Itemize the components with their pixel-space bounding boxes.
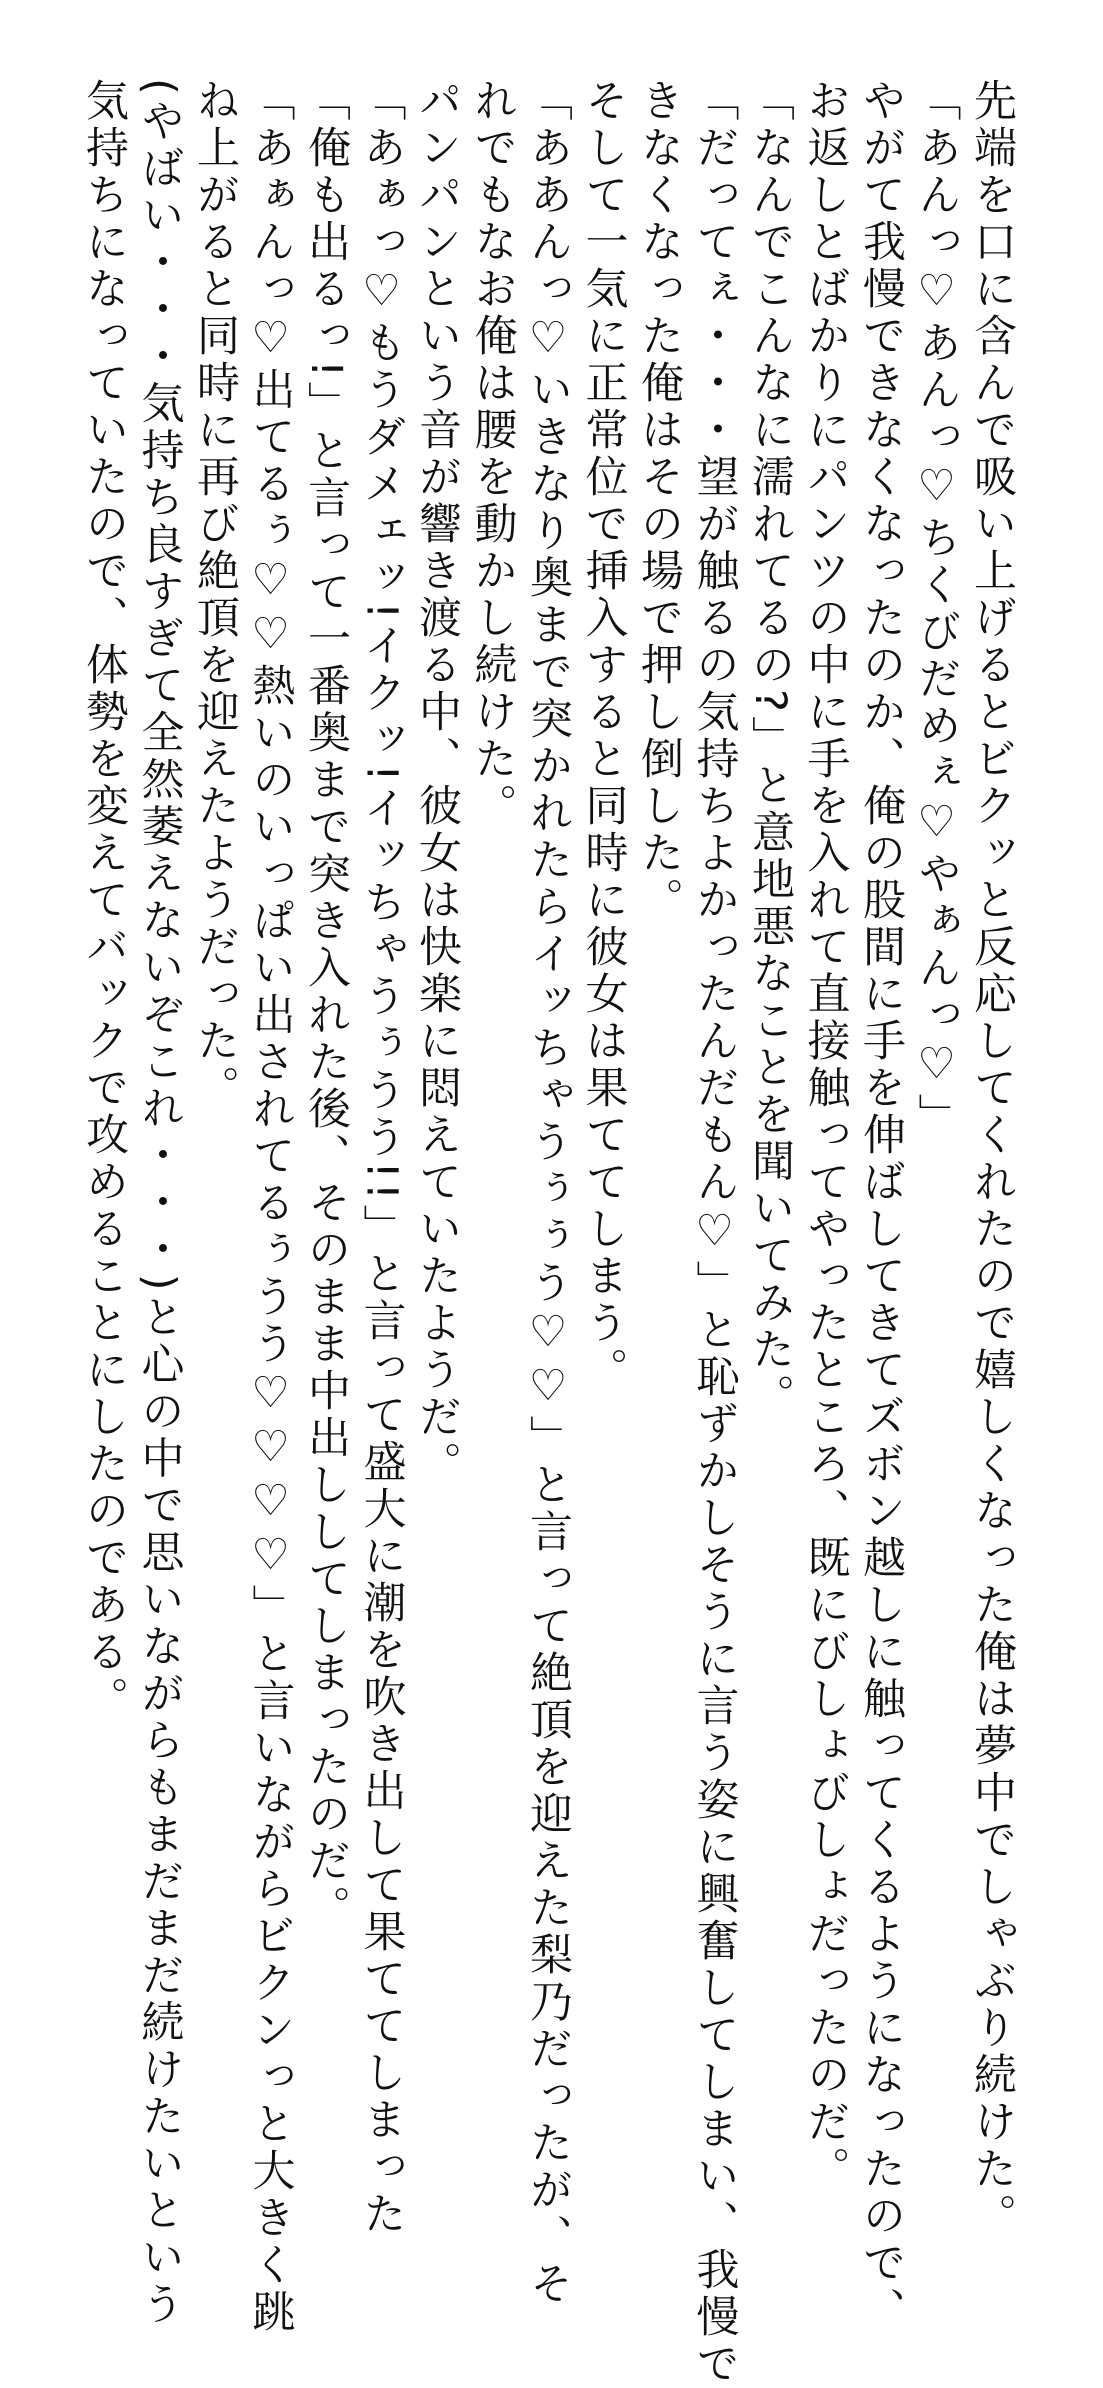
text-column: 「だってぇ・・・望が触るの気持ちよかったんだもん♡」と恥ずかしそうに言う姿に興奮してしまい、我慢で	[689, 78, 740, 2388]
text-column: 「ああんっ♡いきなり奥まで突かれたらイッちゃうぅぅう♡♡」と言って絶頂を迎えた梨乃だったが、そ	[523, 78, 573, 2308]
text-column: 先端を口に含んで吸い上げるとビクッと反応してくれたので嬉しくなった俺は夢中でしゃぶり続けた。	[967, 78, 1017, 2240]
text-column: パンパンという音が響き渡る中、彼女は快楽に悶えていたようだ。	[412, 78, 462, 1488]
text-column: 「俺も出るっ!」と言って一番奥まで突き入れた後、そのまま中出ししてしまったのだ。	[301, 78, 351, 1933]
text-column: やがて我慢できなくなったのか、俺の股間に手を伸ばしてきてズボン越しに触ってくるようになったので、	[856, 78, 906, 2334]
text-column: 「なんでこんなに濡れてるの?」と意地悪なことを聞いてみた。	[745, 78, 795, 1421]
text-column: 気持ちになっていたので、体勢を変えてバックで攻めることにしたのである。	[79, 78, 129, 1723]
text-column: れでもなお俺は腰を動かし続けた。	[467, 78, 518, 830]
text-column: 「あぁんっ♡出てるぅ♡♡熱いのいっぱい出されてるぅうう♡♡♡♡」と言いながらビクンっと大きく跳	[245, 78, 296, 2336]
text-column: 「あんっ♡あんっ♡ちくびだめぇ♡やぁんっ♡」	[911, 78, 962, 1140]
text-column: (やばい・・・気持ち良すぎて全然萎えないぞこれ・・・)と心の中で思いながらもまだまだ続けたいという	[134, 78, 185, 2329]
text-column: そして一気に正常位で挿入すると同時に彼女は果ててしまう。	[578, 78, 629, 1394]
text-column: ね上がると同時に再び絶頂を迎えたようだった。	[190, 78, 240, 1112]
text-column: 「あぁっ♡もうダメェッ!イクッ!イッちゃうぅうう!!」と言って盛大に潮を吹き出して果ててしまった	[356, 78, 407, 2238]
vertical-text-page	[76, 78, 1020, 2388]
text-column: お返しとばかりにパンツの中に手を入れて直接触ってやったところ、既にびしょびしょだったのだ。	[800, 78, 851, 2193]
text-column: きなくなった俺はその場で押し倒した。	[634, 78, 684, 924]
